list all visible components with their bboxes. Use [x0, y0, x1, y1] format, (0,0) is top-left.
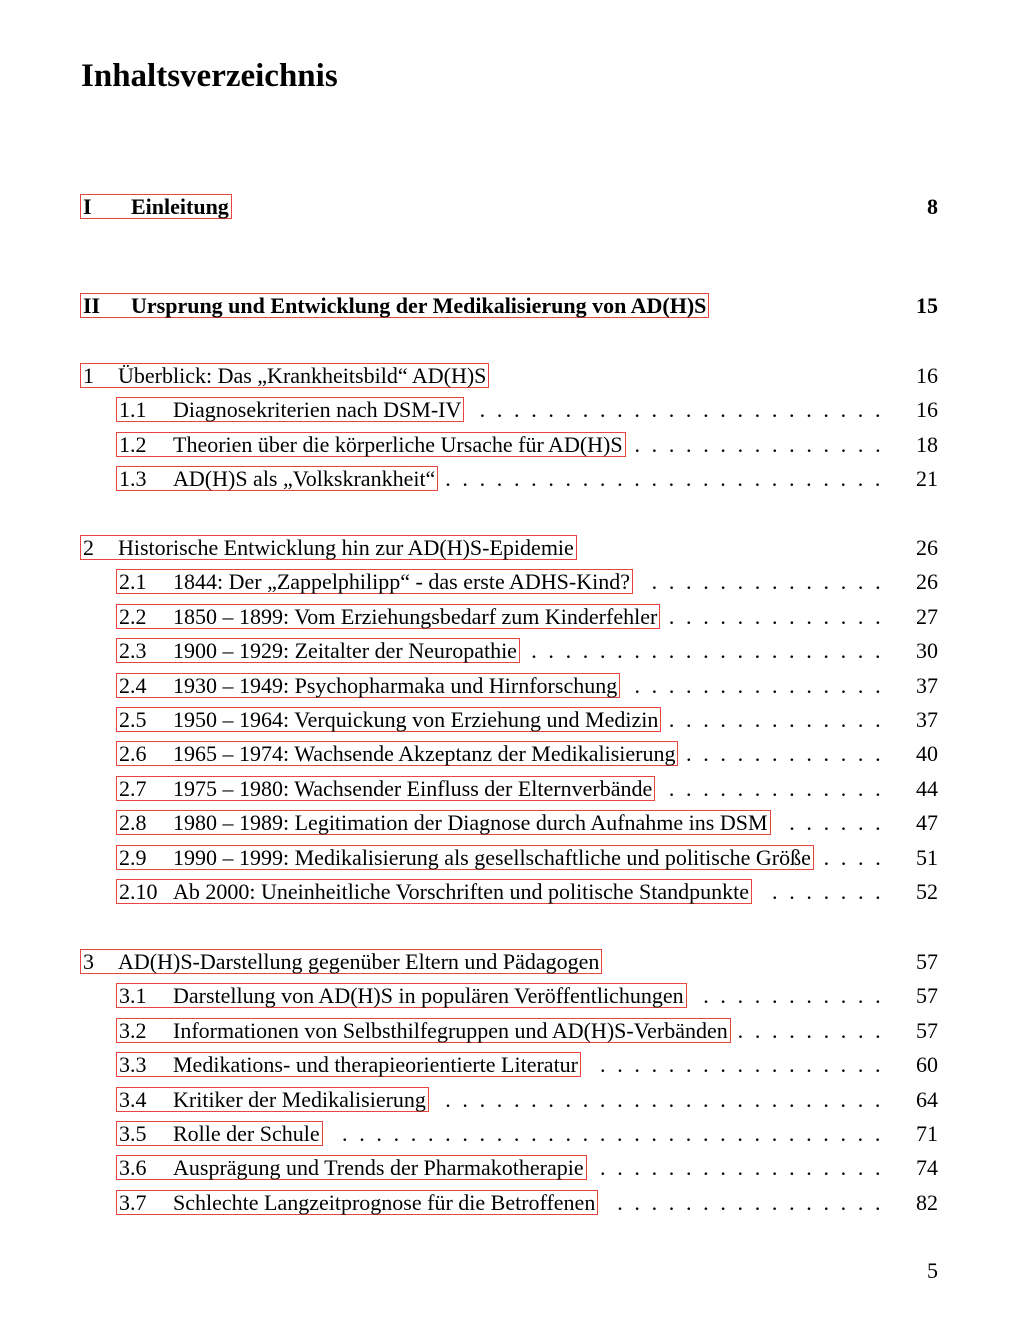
entry-number: II	[83, 293, 101, 318]
toc-section[interactable]	[0, 774, 1016, 804]
entry-title[interactable]: AD(H)S-Darstellung gegenüber Eltern und Pädagogen	[118, 949, 600, 974]
entry-number: 1.1	[119, 397, 147, 422]
toc-section[interactable]	[0, 1016, 1016, 1046]
toc-section[interactable]	[0, 430, 1016, 460]
entry-title[interactable]: Medikations- und therapieorientierte Literatur	[173, 1052, 579, 1077]
dot-leader: . . . . . . . . . . . . . . . . .	[600, 1155, 881, 1180]
entry-title[interactable]: 1844: Der „Zappelphilipp“ - das erste ADHS-Kind?	[173, 569, 630, 594]
toc-chapter[interactable]	[0, 361, 1016, 391]
entry-number: 2	[83, 535, 94, 560]
entry-title[interactable]: Einleitung	[131, 194, 229, 219]
entry-title[interactable]: 1990 – 1999: Medikalisierung als gesellschaftliche und politische Größe	[173, 845, 811, 870]
dot-leader: . . . . . . . . . . . . . . . . .	[600, 1052, 881, 1077]
entry-number: 1	[83, 363, 94, 388]
dot-leader: . . . . . . .	[772, 879, 881, 904]
entry-title[interactable]: 1900 – 1929: Zeitalter der Neuropathie	[173, 638, 517, 663]
entry-title[interactable]: 1950 – 1964: Verquickung von Erziehung und Medizin	[173, 707, 659, 732]
toc-section[interactable]	[0, 567, 1016, 597]
page-ref[interactable]: 64	[916, 1087, 938, 1112]
dot-leader: . . . . . . . . . . . . .	[668, 604, 881, 629]
page-ref[interactable]: 26	[916, 535, 938, 560]
dot-leader: . . . . . . . . . . . . . . . . . . . . . . . . . .	[445, 1087, 881, 1112]
toc-part[interactable]	[0, 192, 1016, 222]
entry-title[interactable]: 1850 – 1899: Vom Erziehungsbedarf zum Kinderfehler	[173, 604, 658, 629]
entry-title[interactable]: Theorien über die körperliche Ursache für AD(H)S	[173, 432, 623, 457]
toc-section[interactable]	[0, 1085, 1016, 1115]
page-ref[interactable]: 44	[916, 776, 938, 801]
entry-number: 2.5	[119, 707, 147, 732]
toc-section[interactable]	[0, 808, 1016, 838]
page-ref[interactable]: 82	[916, 1190, 938, 1215]
entry-number: 2.3	[119, 638, 147, 663]
entry-title[interactable]: Diagnosekriterien nach DSM-IV	[173, 397, 462, 422]
page-ref[interactable]: 51	[916, 845, 938, 870]
entry-title[interactable]: AD(H)S als „Volkskrankheit“	[173, 466, 436, 491]
entry-title[interactable]: 1975 – 1980: Wachsender Einfluss der Elternverbände	[173, 776, 653, 801]
entry-number: 1.3	[119, 466, 147, 491]
dot-leader: . . . . . . . . . . . . .	[668, 707, 881, 732]
toc-section[interactable]	[0, 739, 1016, 769]
dot-leader: . . . . . . . . . . . . . .	[651, 569, 881, 594]
toc-section[interactable]	[0, 1153, 1016, 1183]
entry-title[interactable]: Ausprägung und Trends der Pharmakotherapie	[173, 1155, 584, 1180]
page-ref[interactable]: 16	[916, 363, 938, 388]
page-ref[interactable]: 15	[916, 293, 938, 318]
page-ref[interactable]: 30	[916, 638, 938, 663]
entry-number: 2.1	[119, 569, 147, 594]
dot-leader: . . . . . . . . . . . . . . .	[634, 673, 881, 698]
page-ref[interactable]: 40	[916, 741, 938, 766]
entry-number: 3.1	[119, 983, 147, 1008]
entry-number: 3	[83, 949, 94, 974]
dot-leader: . . . . . . . . . . . . . . . .	[617, 1190, 881, 1215]
dot-leader: . . . . . . . . . . .	[703, 983, 881, 1008]
entry-number: 2.9	[119, 845, 147, 870]
page-ref[interactable]: 57	[916, 1018, 938, 1043]
entry-number: 2.4	[119, 673, 147, 698]
entry-title[interactable]: Kritiker der Medikalisierung	[173, 1087, 426, 1112]
toc-section[interactable]	[0, 1050, 1016, 1080]
page-number: 5	[927, 1258, 938, 1283]
page-ref[interactable]: 16	[916, 397, 938, 422]
entry-title[interactable]: Ursprung und Entwicklung der Medikalisierung von AD(H)S	[131, 293, 707, 318]
dot-leader: . . . . . . . . . . . . . . .	[634, 432, 881, 457]
entry-title[interactable]: 1980 – 1989: Legitimation der Diagnose durch Aufnahme ins DSM	[173, 810, 768, 835]
toc-section[interactable]	[0, 636, 1016, 666]
page-ref[interactable]: 57	[916, 983, 938, 1008]
toc-chapter[interactable]	[0, 947, 1016, 977]
page-ref[interactable]: 27	[916, 604, 938, 629]
entry-title[interactable]: 1930 – 1949: Psychopharmaka und Hirnforschung	[173, 673, 618, 698]
dot-leader: . . . . . . . . . . . . . . . . . . . . . . . . . . . . . . . .	[342, 1121, 881, 1146]
toc-section[interactable]	[0, 671, 1016, 701]
entry-title[interactable]: Informationen von Selbsthilfegruppen und AD(H)S-Verbänden	[173, 1018, 728, 1043]
entry-number: 3.4	[119, 1087, 147, 1112]
entry-number: I	[83, 194, 92, 219]
toc-section[interactable]	[0, 877, 1016, 907]
toc-section[interactable]	[0, 1119, 1016, 1149]
entry-number: 1.2	[119, 432, 147, 457]
entry-title[interactable]: Überblick: Das „Krankheitsbild“ AD(H)S	[118, 363, 487, 388]
dot-leader: . . . . . . . . . . . . .	[668, 776, 881, 801]
dot-leader: . . . . . . . . . . . . . . . . . . . . . . . . . .	[445, 466, 881, 491]
page-ref[interactable]: 37	[916, 707, 938, 732]
entry-title[interactable]: Ab 2000: Uneinheitliche Vorschriften und politische Standpunkte	[173, 879, 749, 904]
toc-section[interactable]	[0, 1188, 1016, 1218]
entry-number: 2.10	[119, 879, 158, 904]
entry-title[interactable]: Darstellung von AD(H)S in populären Veröffentlichungen	[173, 983, 684, 1008]
entry-number: 3.5	[119, 1121, 147, 1146]
dot-leader: . . . . . . . . . . . . . . . . . . . . .	[531, 638, 881, 663]
page-ref[interactable]: 21	[916, 466, 938, 491]
dot-leader: . . . .	[823, 845, 881, 870]
toc-section[interactable]	[0, 981, 1016, 1011]
toc-section[interactable]	[0, 464, 1016, 494]
entry-number: 2.2	[119, 604, 147, 629]
dot-leader: . . . . . .	[789, 810, 881, 835]
entry-number: 2.7	[119, 776, 147, 801]
entry-number: 2.8	[119, 810, 147, 835]
page-ref[interactable]: 26	[916, 569, 938, 594]
page-ref[interactable]: 8	[927, 194, 938, 219]
entry-title[interactable]: Historische Entwicklung hin zur AD(H)S-Epidemie	[118, 535, 574, 560]
toc-section[interactable]	[0, 602, 1016, 632]
page-title: Inhaltsverzeichnis	[81, 58, 338, 94]
toc-section[interactable]	[0, 843, 1016, 873]
page-ref[interactable]: 18	[916, 432, 938, 457]
entry-number: 3.6	[119, 1155, 147, 1180]
toc-section[interactable]	[0, 705, 1016, 735]
toc-section[interactable]	[0, 395, 1016, 425]
page-ref[interactable]: 74	[916, 1155, 938, 1180]
page-ref[interactable]: 37	[916, 673, 938, 698]
entry-title[interactable]: 1965 – 1974: Wachsende Akzeptanz der Medikalisierung	[173, 741, 676, 766]
page-ref[interactable]: 71	[916, 1121, 938, 1146]
toc-part[interactable]	[0, 291, 1016, 321]
entry-number: 2.6	[119, 741, 147, 766]
dot-leader: . . . . . . . . . . . . . . . . . . . . . . . .	[479, 397, 881, 422]
entry-number: 3.3	[119, 1052, 147, 1077]
dot-leader: . . . . . . . . . . . .	[686, 741, 881, 766]
entry-title[interactable]: Schlechte Langzeitprognose für die Betroffenen	[173, 1190, 596, 1215]
dot-leader: . . . . . . . . .	[737, 1018, 881, 1043]
page-ref[interactable]: 52	[916, 879, 938, 904]
toc-chapter[interactable]	[0, 533, 1016, 563]
entry-number: 3.2	[119, 1018, 147, 1043]
entry-title[interactable]: Rolle der Schule	[173, 1121, 320, 1146]
page-ref[interactable]: 60	[916, 1052, 938, 1077]
page-ref[interactable]: 47	[916, 810, 938, 835]
entry-number: 3.7	[119, 1190, 147, 1215]
page-ref[interactable]: 57	[916, 949, 938, 974]
